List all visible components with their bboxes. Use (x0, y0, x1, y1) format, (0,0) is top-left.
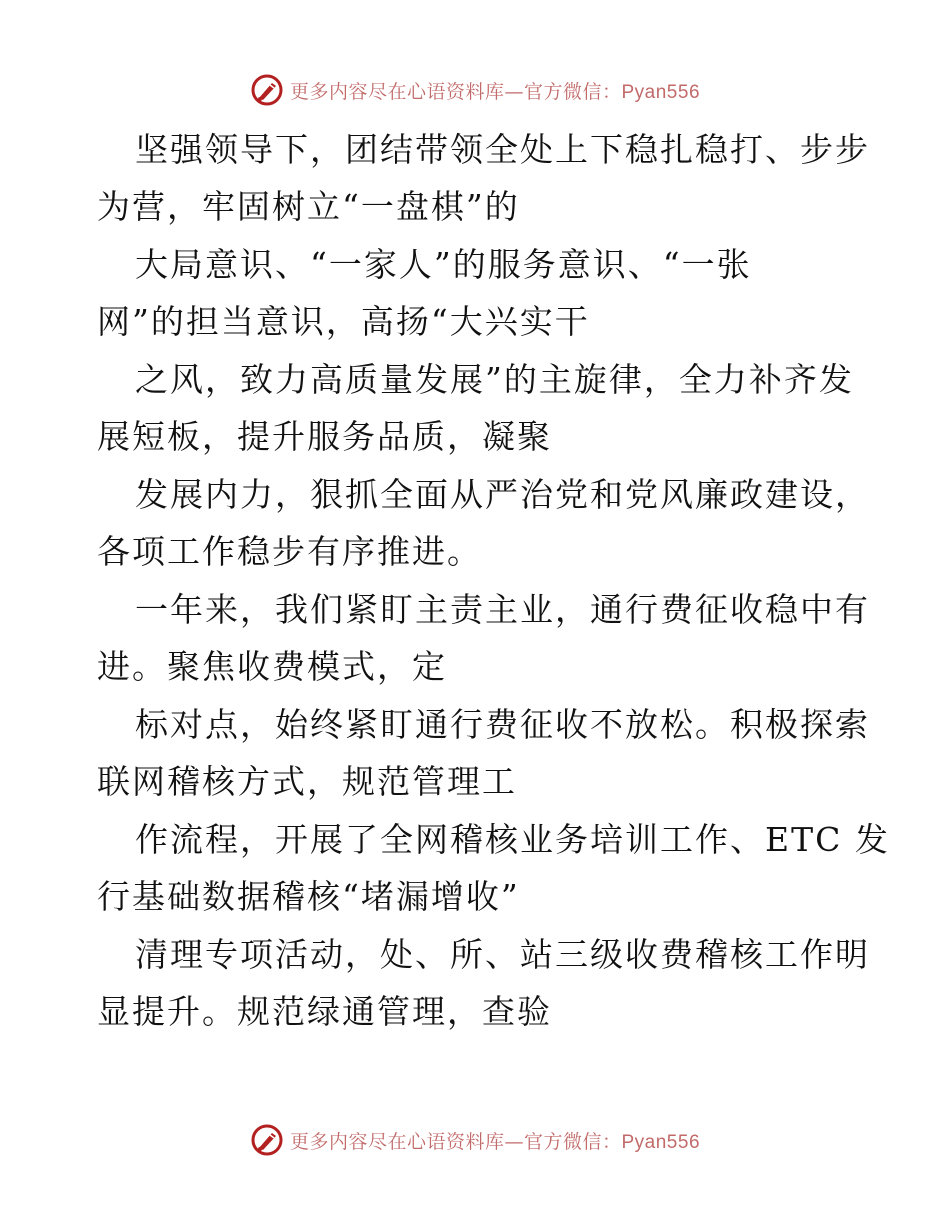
pen-logo-icon (250, 1123, 284, 1157)
pen-logo-icon (250, 73, 284, 107)
text-line: 显提升。规范绿通管理，查验 (97, 992, 552, 1031)
banner-label: 更多内容尽在心语资料库—官方微信： (289, 1130, 622, 1153)
text-line: 作流程，开展了全网稽核业务培训工作、ETC 发 (135, 820, 890, 859)
text-line: 网”的担当意识，高扬“大兴实干 (97, 302, 590, 341)
footer-banner (0, 1118, 950, 1162)
text-line: 联网稽核方式，规范管理工 (97, 762, 517, 801)
header-banner (0, 68, 950, 112)
text-line: 各项工作稳步有序推进。 (97, 532, 482, 571)
text-line: 坚强领导下，团结带领全处上下稳扎稳打、步步 (135, 130, 870, 169)
text-line: 一年来，我们紧盯主责主业，通行费征收稳中有 (135, 590, 870, 629)
text-line: 为营，牢固树立“一盘棋”的 (97, 187, 520, 226)
text-line: 进。聚焦收费模式，定 (97, 647, 447, 686)
banner-wechat-id: Pyan556 (621, 81, 701, 103)
banner-text (290, 1127, 700, 1154)
text-line: 清理专项活动，处、所、站三级收费稽核工作明 (135, 935, 870, 974)
text-line: 展短板，提升服务品质，凝聚 (97, 417, 552, 456)
banner-wechat-id: Pyan556 (621, 1131, 701, 1153)
banner-text (290, 77, 700, 104)
text-line: 大局意识、“一家人”的服务意识、“一张 (135, 245, 752, 284)
text-line: 行基础数据稽核“堵漏增收” (97, 877, 520, 916)
text-line: 标对点，始终紧盯通行费征收不放松。积极探索 (135, 705, 870, 744)
text-line: 之风，致力高质量发展”的主旋律，全力补齐发 (135, 360, 854, 399)
banner-label: 更多内容尽在心语资料库—官方微信： (289, 80, 622, 103)
text-line: 发展内力，狠抓全面从严治党和党风廉政建设， (135, 475, 870, 514)
